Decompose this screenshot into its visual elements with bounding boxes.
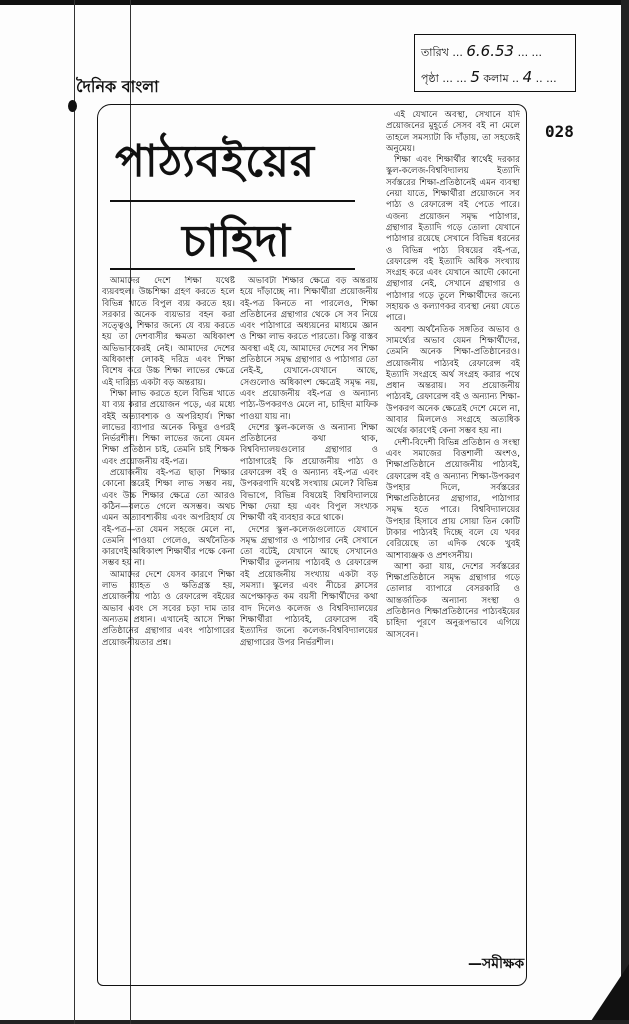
scan-bottom-edge [0,1020,629,1024]
headline-rule [110,268,355,270]
headline-line1: পাঠ্যবইয়ের [115,136,316,187]
column-value: 4 [522,68,533,86]
paragraph: এই যেখানে অবস্থা, সেখানে যদি প্রয়োজনের মুহূর্তে সেসব বই না মেলে তাহলে সমস্যাটা কি দাঁড়ায়, তা সহজেই অনুমেয়। [386,110,520,154]
paragraph: দেশের স্কুল-কলেজগুলোতে যেখানে সমৃদ্ধ গ্রন্থাগার ও পাঠাগার নেই সেখানে তো বটেই, যেখানে আছে সেখানেও শিক্ষার্থীর তুলনায় পাঠ্যবই ও রেফারেন্স বই প্রয়োজনীয় সংখ্যায় একটা বড় সমস্যা। স্কুলের এবং নীচের ক্লাসের অপেক্ষাকৃত কম বয়সী শিক্ষার্থীদের কথা বাদ দিলেও কলেজ ও বিশ্ববিদ্যালয়ের শিক্ষার্থীরা পাঠ্যবই, রেফারেন্স বই ইত্যাদির জন্যে কলেজ-বিশ্ববিদ্যালয়ের গ্রন্থাগারের উপর নির্ভরশীল। [240,524,378,648]
paragraph: শিক্ষা এবং শিক্ষার্থীর স্বার্থেই দরকার স্কুল-কলেজ-বিশ্ববিদ্যালয় ইত্যাদি সর্বস্তরের শিক্ষা-প্রতিষ্ঠানেই এমন ব্যবস্থা নেয়া যাতে, শিক্ষার্থীরা প্রয়োজনে সব পাঠ্য ও রেফারেন্স বই পেতে পারে। এজন্য প্রয়োজন সমৃদ্ধ পাঠাগার, গ্রন্থাগার ইত্যাদি গড়ে তোলা যেখানে পাঠাগার রয়েছে সেখানে বিভিন্ন ধরনের ও বিভিন্ন পাঠ্য বিষয়ের বই-পত্র, রেফারেন্স বই ইত্যাদি অধিক সংখ্যায় সংগ্রহ করে এবং যেখানে আদৌ কোনো গ্রন্থাগার নেই, সেখানে গ্রন্থাগার ও পাঠাগার গড়ে তুলে শিক্ষার্থীদের জন্যে সহায়ক ও কল্যাণকর ব্যবস্থা নেয়া যেতে পারে। [386,155,520,324]
paragraph: দেশের স্কুল-কলেজ ও অন্যান্য শিক্ষা প্রতিষ্ঠানের কথা থাক, বিশ্ববিদ্যালয়গুলোর গ্রন্থাগার ও পাঠাগারেই কি প্রয়োজনীয় পাঠ্য ও রেফারেন্স বই ও অন্যান্য বই-পত্র এবং উপকরণাদি যথেষ্ট সংখ্যায় মেলে? বিভিন্ন বিভাগে, বিভিন্ন বিষয়েই বিশ্ববিদ্যালয়ে শিক্ষা দেয়া হয় এবং বিপুল সংখ্যক শিক্ষার্থী বই ব্যবহার করে থাকে। [240,422,378,524]
headline-rule [110,200,355,202]
paragraph: দেশী-বিদেশী বিভিন্ন প্রতিষ্ঠান ও সংস্থা এবং সমাজের বিত্তশালী অংশও, শিক্ষাপ্রতিষ্ঠানে প্রয়োজনীয় পাঠ্যবই, রেফারেন্স বই ও অন্যান্য শিক্ষা-উপকরণ উপহার দিলে, সর্বস্তরের শিক্ষাপ্রতিষ্ঠানের গ্রন্থাগার, পাঠাগার সমৃদ্ধ হতে পারে। বিশ্ববিদ্যালয়ের উপহার হিসাবে প্রায় সোয়া তিন কোটি টাকার পাঠ্যবই দিচ্ছে বলে যে খবর বেরিয়েছে তা এদিক থেকে খুবই আশাব্যঞ্জক ও প্রশংসনীয়। [386,437,520,561]
column-label: কলাম [483,72,509,85]
article-column-2 [240,276,378,964]
headline-line2: চাহিদা [182,216,291,267]
article-column-1 [102,276,235,964]
paragraph: আশা করা যায়, দেশের সর্বস্তরের শিক্ষাপ্রতিষ্ঠানে সমৃদ্ধ গ্রন্থাগার গড়ে তোলার ব্যাপারে বেসরকারি ও আন্তর্জাতিক অন্যান্য সংস্থা ও প্রতিষ্ঠানও শিক্ষাপ্রতিষ্ঠানের পাঠ্যবইয়ের চাহিদা পূরণে অনুরূপভাবে এগিয়ে আসবেন। [386,561,520,640]
paragraph: প্রয়োজনীয় বই-পত্র ছাড়া শিক্ষার কোনো স্তরেই শিক্ষা লাভ সম্ভব নয়, এবং উচ্চ শিক্ষার ক্ষেত্রে তো আরও কঠিন—বলতে গেলে অসম্ভব। অথচ এমন অত্যাবশ্যকীয় এবং অপরিহার্য যে বই-পত্র—তা যেমন সহজে মেলে না, তেমনি পাওয়া গেলেও, অর্থনৈতিক কারণেই অধিকাংশ শিক্ষার্থীর পক্ষে কেনা সম্ভব হয় না। [102,468,235,569]
date-label: তারিখ [421,46,449,59]
archive-number: 028 [545,122,574,141]
paragraph: আমাদের দেশে শিক্ষা যথেষ্ট ব্যয়বহুল। উচ্চশিক্ষা গ্রহণ করতে হলে বিভিন্ন খাতে বিপুল ব্যয় করতে হয়। সরকার অনেক ব্যয়ভার বহন করা সত্ত্বেও, শিক্ষার জন্যে যে ব্যয় করতে হয় তা দেশবাসীর ক্ষমতা অধিকাংশ অভিভাবকেরই নেই। আমাদের দেশের অধিকাংশ লোকই দরিদ্র এবং শিক্ষা বিশেষ করে উচ্চ শিক্ষা লাভের ক্ষেত্রে এই দারিদ্র্য একটা বড় অন্তরায়। [102,276,235,388]
date-row: তারিখ ... 6.6.53 ... ... [421,42,543,60]
paragraph: শিক্ষা লাভ করতে হলে বিভিন্ন খাতে যা ব্যয় করার প্রয়োজন পড়ে, এর মধ্যে বইই অত্যাবশ্যক ও অপরিহার্য। শিক্ষা লাভের ব্যাপার অনেক কিছুর ওপরই নির্ভরশীল। শিক্ষা লাভের জন্যে যেমন শিক্ষা প্রতিষ্ঠান চাই, তেমনি চাই শিক্ষক এবং প্রয়োজনীয় বই-পত্র। [102,388,235,467]
paragraph: আমাদের দেশে যেসব কারণে শিক্ষা লাভ ব্যাহত ও ক্ষতিগ্রস্ত হয়, প্রয়োজনীয় পাঠ্য ও রেফারেন্স বইয়ের অভাব এবং সে সবের চড়া দাম তার অন্যতম প্রধান। এখানেই আসে শিক্ষা প্রতিষ্ঠানের গ্রন্থাগার এবং পাঠাগারের প্রয়োজনীয়তার প্রশ্ন। [102,569,235,648]
scan-top-edge [0,0,629,5]
margin-line [74,0,75,1024]
punch-hole [68,100,77,112]
scan-corner-shadow [589,964,629,1024]
paragraph: অভাবটা শিক্ষার ক্ষেত্রে বড় অন্তরায় হয়ে দাঁড়াচ্ছে না। শিক্ষার্থীরা প্রয়োজনীয় বই-পত্র কিনতে না পারলেও, শিক্ষা প্রতিষ্ঠানের গ্রন্থাগার থেকে সে সব নিয়ে এবং পাঠাগারে অধ্যয়নের মাধ্যমে জ্ঞান ও শিক্ষা লাভ করতে পারতো। কিন্তু বাস্তব অবস্থা এই যে, আমাদের দেশের সব শিক্ষা প্রতিষ্ঠানে সমৃদ্ধ গ্রন্থাগার ও পাঠাগার তো নেই-ই, যেখানে-যেখানে আছে, সেগুলোও অধিকাংশ ক্ষেত্রেই সমৃদ্ধ নয়, এবং প্রয়োজনীয় বই-পত্র ও অন্যান্য পাঠ্য-উপকরণও মেলে না, চাহিদা মাফিক পাওয়া যায় না। [240,276,378,422]
archive-stamp [414,34,576,92]
scan-right-edge [621,0,629,1024]
page-row: পৃষ্ঠা ... ... 5 কলাম .. 4 .. ... [421,68,557,86]
date-value: 6.6.53 [466,42,515,60]
newspaper-name: দৈনিক বাংলা [76,77,159,96]
page-value: 5 [470,68,480,86]
page-label: পৃষ্ঠা [421,72,439,85]
paragraph: অবশ্য অর্থনৈতিক সঙ্গতির অভাব ও সামর্থ্যের অভাব যেমন শিক্ষার্থীদের, তেমনি অনেক শিক্ষা-প্রতিষ্ঠানেরও। প্রয়োজনীয় পাঠ্যবই রেফারেন্স বই ইত্যাদি সংগ্রহে অর্থ সংগ্রহ করার পথে প্রধান অন্তরায়। সব প্রয়োজনীয় পাঠ্যবই, রেফারেন্স বই ও অন্যান্য শিক্ষা-উপকরণ অনেক ক্ষেত্রেই দেশে মেলে না, আবার মিললেও সংগ্রহে অত্যধিক অর্থের কারণেই কেনা সম্ভব হয় না। [386,324,520,437]
author-signature: —সমীক্ষক [468,956,525,972]
article-column-3 [386,110,520,960]
